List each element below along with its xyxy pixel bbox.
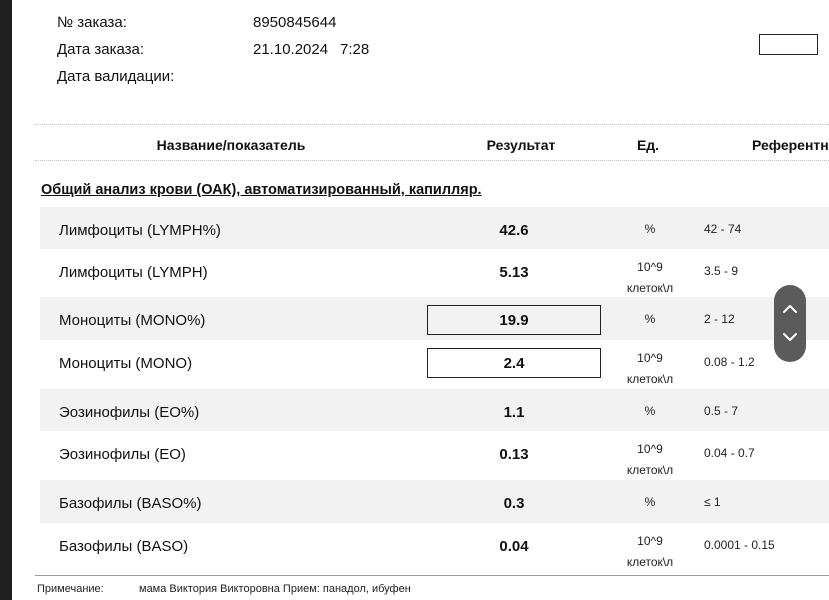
row-lymph-absolute	[40, 249, 829, 297]
order-time-value: 7:28	[340, 41, 370, 58]
row-baso-percent	[40, 480, 829, 523]
test-name: Базофилы (BASO)	[59, 537, 189, 555]
validation-date-label: Дата валидации:	[57, 68, 175, 85]
table-header-name: Название/показатель	[156, 137, 306, 153]
table-header-unit: Ед.	[636, 137, 660, 153]
test-result: 0.04	[499, 537, 529, 555]
unit-line: %	[644, 404, 656, 418]
table-header-reference: Референтн	[752, 137, 829, 153]
chevron-up-icon	[783, 305, 797, 313]
test-result: 2.4	[427, 348, 601, 378]
row-mono-percent	[40, 297, 829, 340]
viewer-left-edge	[0, 0, 12, 600]
scroll-down-button[interactable]	[774, 321, 806, 353]
test-unit	[610, 439, 690, 481]
test-unit	[610, 397, 690, 425]
section-title: Общий анализ крови (ОАК), автоматизированный, капилляр.	[41, 182, 482, 198]
unit-line: %	[644, 222, 656, 236]
test-result: 42.6	[499, 221, 529, 239]
order-date-label: Дата заказа:	[57, 41, 145, 58]
test-name: Эозинофилы (EO)	[59, 445, 186, 463]
test-unit	[610, 305, 690, 333]
test-reference: 0.0001 - 0.15	[704, 538, 775, 552]
order-number-label: № заказа:	[57, 14, 127, 31]
test-unit	[610, 348, 690, 390]
unit-line: клеток\л	[626, 372, 674, 386]
row-eo-percent	[40, 389, 829, 431]
table-bottom-divider	[35, 575, 829, 576]
test-result: 0.3	[503, 494, 525, 512]
test-result: 0.13	[499, 445, 529, 463]
note-text: мама Виктория Викторовна Прием: панадол, ибуфен	[139, 583, 411, 595]
order-date-value: 21.10.2024	[253, 41, 329, 58]
header-bottom-divider	[35, 160, 829, 161]
row-lymph-percent	[40, 207, 829, 249]
unit-line: %	[644, 312, 656, 326]
row-eo-absolute	[40, 431, 829, 480]
test-reference: 0.5 - 7	[704, 404, 739, 418]
note-label: Примечание:	[37, 583, 104, 595]
unit-line: клеток\л	[626, 463, 674, 477]
unit-line: 10^9	[637, 351, 663, 365]
unit-line: 10^9	[637, 442, 663, 456]
test-result: 19.9	[427, 305, 601, 335]
test-reference: 42 - 74	[704, 222, 742, 236]
test-name: Лимфоциты (LYMPH)	[59, 263, 208, 281]
test-reference: 0.08 - 1.2	[704, 355, 755, 369]
row-baso-absolute	[40, 523, 829, 574]
test-reference: 2 - 12	[704, 312, 735, 326]
unit-line: клеток\л	[626, 281, 674, 295]
order-number-value: 8950845644	[253, 14, 337, 31]
unit-line: %	[644, 495, 656, 509]
test-name: Лимфоциты (LYMPH%)	[59, 221, 221, 239]
test-unit	[610, 257, 690, 299]
chevron-down-icon	[783, 333, 797, 341]
table-header-result: Результат	[486, 137, 556, 153]
test-name: Базофилы (BASO%)	[59, 494, 202, 512]
row-mono-absolute	[40, 340, 829, 389]
header-top-divider	[35, 124, 829, 125]
page-scroll-control	[774, 285, 806, 362]
empty-field-box	[759, 34, 818, 55]
test-unit	[610, 215, 690, 243]
test-result: 1.1	[503, 403, 525, 421]
test-name: Моноциты (MONO%)	[59, 311, 206, 329]
test-name: Эозинофилы (EO%)	[59, 403, 200, 421]
test-unit	[610, 531, 690, 573]
test-reference: ≤ 1	[704, 495, 721, 509]
unit-line: клеток\л	[626, 555, 674, 569]
test-name: Моноциты (MONO)	[59, 354, 193, 372]
unit-line: 10^9	[637, 260, 663, 274]
unit-line: 10^9	[637, 534, 663, 548]
test-reference: 3.5 - 9	[704, 264, 739, 278]
test-unit	[610, 488, 690, 516]
test-result: 5.13	[499, 263, 529, 281]
test-reference: 0.04 - 0.7	[704, 446, 755, 460]
